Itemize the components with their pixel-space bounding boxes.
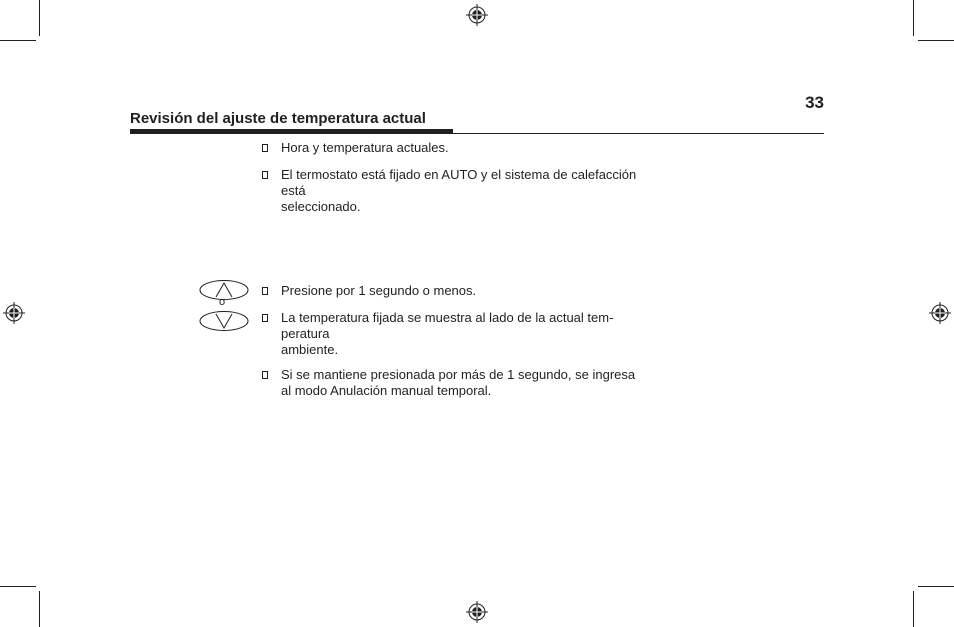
bullet-text-line: Si se mantiene presionada por más de 1 segundo, se ingresa: [281, 367, 636, 382]
or-label: o: [219, 296, 226, 308]
crop-mark: [913, 0, 914, 36]
bullet-text-line: seleccionado.: [281, 199, 361, 214]
bullet-box-icon: [262, 287, 268, 295]
bullet-item: [262, 167, 652, 215]
crop-mark: [39, 591, 40, 627]
page-number: 33: [805, 93, 824, 112]
section-title: Revisión del ajuste de temperatura actual: [130, 110, 426, 127]
bullet-item: [262, 367, 652, 399]
bullet-item: [262, 140, 652, 156]
bullet-box-icon: [262, 314, 268, 322]
bullet-item: [262, 310, 652, 358]
crop-mark: [918, 40, 954, 41]
bullet-box-icon: [262, 144, 268, 152]
header-rule: [130, 133, 824, 134]
bullet-text-line: ambiente.: [281, 342, 339, 357]
registration-mark-icon: [929, 302, 951, 324]
crop-mark: [39, 0, 40, 36]
registration-mark-icon: [466, 4, 488, 26]
bullet-text-line: Presione por 1 segundo o menos.: [281, 283, 477, 298]
bullet-text-line: peratura: [281, 326, 330, 341]
bullet-box-icon: [262, 171, 268, 179]
bullet-item: [262, 283, 652, 299]
bullet-text-line: está: [281, 183, 306, 198]
bullet-text-line: La temperatura fijada se muestra al lado de la actual tem-: [281, 310, 614, 325]
bullet-text-line: Hora y temperatura actuales.: [281, 140, 449, 155]
registration-mark-icon: [466, 601, 488, 623]
arrow-down-button-icon: [198, 310, 250, 332]
crop-mark: [0, 586, 36, 587]
crop-mark: [913, 591, 914, 627]
bullet-text-line: El termostato está fijado en AUTO y el sistema de calefacción: [281, 167, 637, 182]
crop-mark: [918, 586, 954, 587]
crop-mark: [0, 40, 36, 41]
bullet-box-icon: [262, 371, 268, 379]
registration-mark-icon: [3, 302, 25, 324]
bullet-text-line: al modo Anulación manual temporal.: [281, 383, 492, 398]
